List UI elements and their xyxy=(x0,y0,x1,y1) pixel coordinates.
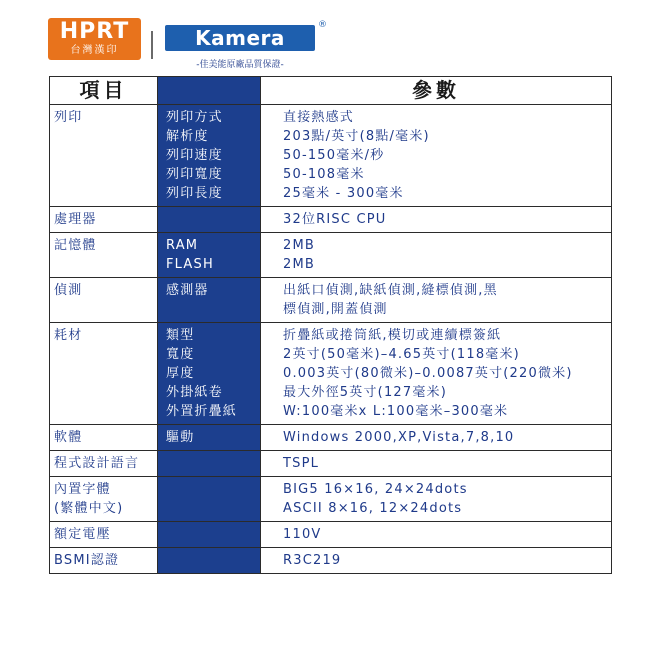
registered-mark: ® xyxy=(318,20,327,30)
sub-cell-line: RAM xyxy=(166,238,199,253)
spec-table xyxy=(49,76,612,574)
item-cell-line: 耗材 xyxy=(54,328,83,343)
param-cell-line: TSPL xyxy=(283,456,320,471)
param-cell-line: 2MB xyxy=(283,257,316,272)
sub-cell-line: 外掛紙卷 xyxy=(166,385,223,400)
sub-cell-line: 列印速度 xyxy=(166,148,223,163)
table-header-row xyxy=(50,77,612,105)
sub-cell xyxy=(158,233,261,278)
item-cell xyxy=(50,477,158,522)
param-cell-line: 折疊紙或捲筒紙,模切或連續標簽紙 xyxy=(283,328,502,343)
table-row xyxy=(50,425,612,451)
param-cell xyxy=(261,477,612,522)
param-cell xyxy=(261,451,612,477)
table-row xyxy=(50,548,612,574)
item-cell xyxy=(50,105,158,207)
table-row xyxy=(50,278,612,323)
sub-cell-line: 列印長度 xyxy=(166,186,223,201)
item-cell xyxy=(50,323,158,425)
item-cell-line: 內置字體 xyxy=(54,482,111,497)
brand-logos xyxy=(48,15,348,70)
item-cell-line: 列印 xyxy=(54,110,83,125)
sub-cell-line: 驅動 xyxy=(166,430,195,445)
header-sub xyxy=(158,77,261,105)
sub-cell-line: 列印方式 xyxy=(166,110,223,125)
item-cell xyxy=(50,233,158,278)
table-row xyxy=(50,323,612,425)
item-cell-line: 記憶體 xyxy=(54,238,97,253)
sub-cell xyxy=(158,425,261,451)
param-cell-line: 標偵測,開蓋偵測 xyxy=(283,302,388,317)
hprt-logo-text: HPRT xyxy=(59,19,130,44)
param-cell-line: 2MB xyxy=(283,238,316,253)
param-cell-line: 出紙口偵測,缺紙偵測,縫標偵測,黑 xyxy=(283,283,498,298)
item-cell xyxy=(50,451,158,477)
sub-cell xyxy=(158,323,261,425)
param-cell-line: 32位RISC CPU xyxy=(283,212,387,227)
item-cell xyxy=(50,207,158,233)
param-cell-line: Windows 2000,XP,Vista,7,8,10 xyxy=(283,430,515,445)
item-cell-line: 處理器 xyxy=(54,212,97,227)
header-item: 項目 xyxy=(50,77,158,105)
param-cell xyxy=(261,425,612,451)
hprt-logo-subtext: 台灣漢印 xyxy=(70,45,119,56)
item-cell-line: BSMI認證 xyxy=(54,553,120,568)
param-cell xyxy=(261,522,612,548)
kamera-tagline: -佳美能原廠品質保證- xyxy=(196,60,284,70)
table-row xyxy=(50,477,612,522)
sub-cell-line: 寬度 xyxy=(166,347,195,362)
param-cell-line: 2英寸(50毫米)–4.65英寸(118毫米) xyxy=(283,347,520,362)
param-cell-line: 50-150毫米/秒 xyxy=(283,148,385,163)
param-cell-line: BIG5 16×16, 24×24dots xyxy=(283,482,468,497)
logo-divider xyxy=(151,31,153,59)
param-cell-line: 50-108毫米 xyxy=(283,167,365,182)
table-row xyxy=(50,207,612,233)
sub-cell xyxy=(158,105,261,207)
sub-cell-line: 感測器 xyxy=(166,283,209,298)
param-cell xyxy=(261,105,612,207)
param-cell xyxy=(261,207,612,233)
param-cell-line: W:100毫米x L:100毫米–300毫米 xyxy=(283,404,509,419)
item-cell-line: 軟體 xyxy=(54,430,83,445)
item-cell-line: 額定電壓 xyxy=(54,527,111,542)
sub-cell-line: 類型 xyxy=(166,328,195,343)
kamera-logo: Kamera xyxy=(165,25,315,51)
param-cell xyxy=(261,233,612,278)
sub-cell xyxy=(158,477,261,522)
table-row xyxy=(50,233,612,278)
sub-cell xyxy=(158,548,261,574)
param-cell xyxy=(261,278,612,323)
sub-cell-line: 厚度 xyxy=(166,366,195,381)
param-cell-line: R3C219 xyxy=(283,553,342,568)
item-cell-line: 偵測 xyxy=(54,283,83,298)
header-params: 參數 xyxy=(261,77,612,105)
param-cell xyxy=(261,323,612,425)
item-cell-line: (繁體中文) xyxy=(54,501,124,516)
table-row xyxy=(50,522,612,548)
param-cell-line: 203點/英寸(8點/毫米) xyxy=(283,129,430,144)
sub-cell-line: 外置折疊紙 xyxy=(166,404,238,419)
param-cell-line: 直接熱感式 xyxy=(283,110,355,125)
item-cell xyxy=(50,548,158,574)
sub-cell-line: FLASH xyxy=(166,257,214,272)
param-cell-line: ASCII 8×16, 12×24dots xyxy=(283,501,463,516)
sub-cell xyxy=(158,451,261,477)
param-cell-line: 25毫米 - 300毫米 xyxy=(283,186,404,201)
item-cell-line: 程式設計語言 xyxy=(54,456,140,471)
item-cell xyxy=(50,278,158,323)
sub-cell xyxy=(158,278,261,323)
sub-cell xyxy=(158,522,261,548)
item-cell xyxy=(50,425,158,451)
table-row xyxy=(50,451,612,477)
param-cell-line: 最大外徑5英寸(127毫米) xyxy=(283,385,448,400)
param-cell xyxy=(261,548,612,574)
sub-cell xyxy=(158,207,261,233)
sub-cell-line: 列印寬度 xyxy=(166,167,223,182)
hprt-logo xyxy=(48,18,141,60)
sub-cell-line: 解析度 xyxy=(166,129,209,144)
param-cell-line: 0.003英寸(80微米)–0.0087英寸(220微米) xyxy=(283,366,573,381)
table-row xyxy=(50,105,612,207)
param-cell-line: 110V xyxy=(283,527,322,542)
item-cell xyxy=(50,522,158,548)
